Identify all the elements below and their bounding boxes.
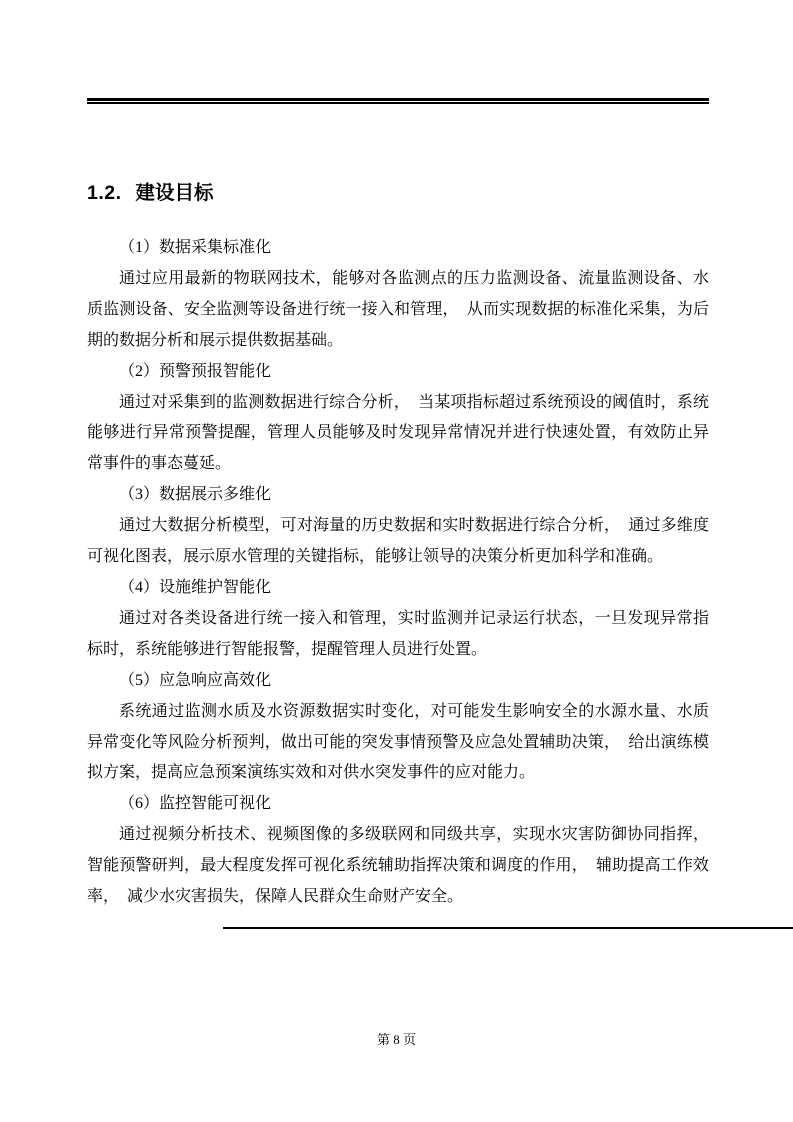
section-heading (87, 180, 214, 206)
section-number: 1.2. (87, 182, 122, 204)
header-rule (87, 98, 709, 104)
item-body: 系统通过监测水质及水资源数据实时变化，对可能发生影响安全的水源水量、水质异常变化等风险分析预判，做出可能的突发事情预警及应急处置辅助决策， 给出演练模拟方案，提高应急预案演练实效和对供水突发事件的应对能力。 (87, 702, 709, 782)
page-footer (0, 1032, 793, 1048)
item-body: 通过应用最新的物联网技术，能够对各监测点的压力监测设备、流量监测设备、水质监测设备、安全监测等设备进行统一接入和管理， 从而实现数据的标准化采集，为后期的数据分析和展示提供数据基础。 (87, 269, 709, 349)
section-title: 建设目标 (135, 182, 214, 204)
item-body: 通过对各类设备进行统一接入和管理，实时监测并记录运行状态，一旦发现异常指标时，系统能够进行智能报警，提醒管理人员进行处置。 (87, 609, 709, 658)
item-caption: （4）设施维护智能化 (119, 578, 272, 596)
item-caption: （3）数据展示多维化 (119, 486, 272, 504)
item-body: 通过大数据分析模型，可对海量的历史数据和实时数据进行综合分析， 通过多维度可视化图表，展示原水管理的关键指标，能够让领导的决策分析更加科学和准确。 (87, 517, 709, 566)
item-caption: （6）监控智能可视化 (119, 795, 272, 813)
footnote-separator (223, 927, 793, 929)
item-body: 通过视频分析技术、视频图像的多级联网和同级共享，实现水灾害防御协同指挥，智能预警研判，最大程度发挥可视化系统辅助指挥决策和调度的作用， 辅助提高工作效率， 减少水灾害损失，保障人民群众生命财产安全。 (87, 826, 709, 906)
item-body: 通过对采集到的监测数据进行综合分析， 当某项指标超过系统预设的阈值时，系统能够进行异常预警提醒，管理人员能够及时发现异常情况并进行快速处置，有效防止异常事件的事态蔓延。 (87, 393, 709, 473)
header-rule-thin-line (87, 102, 709, 104)
item-caption: （2）预警预报智能化 (119, 362, 272, 380)
item-caption: （5）应急响应高效化 (119, 671, 272, 689)
page-number: 第 8 页 (376, 1032, 416, 1047)
section-content (87, 233, 709, 913)
item-caption: （1）数据采集标准化 (119, 239, 272, 256)
